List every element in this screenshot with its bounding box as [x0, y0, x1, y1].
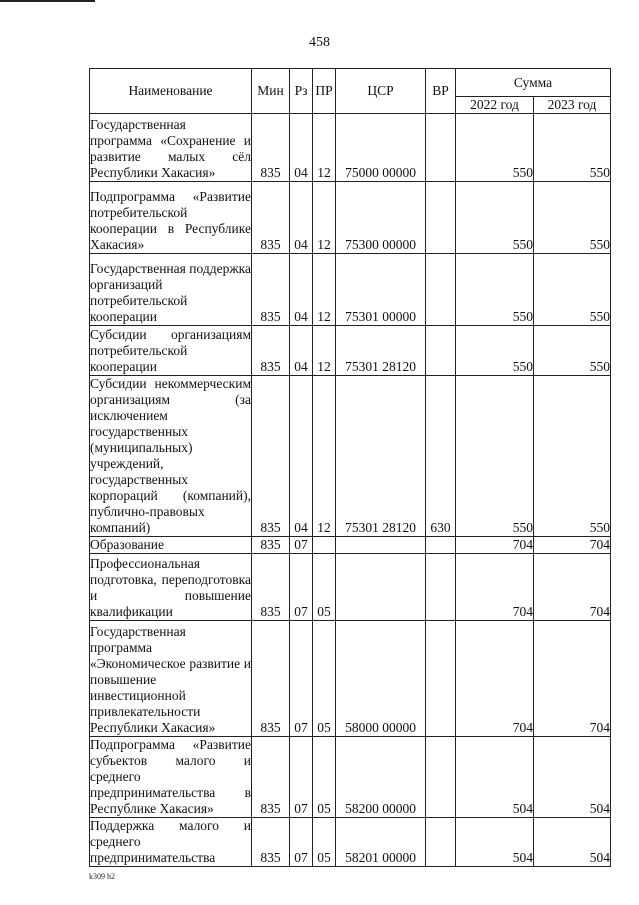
table-cell-2022: 550: [456, 376, 534, 537]
table-cell-name: Поддержка малого и среднего предпринимательства: [90, 818, 251, 865]
table-cell-2023: 504: [534, 818, 611, 867]
table-cell-2022: 704: [456, 554, 534, 621]
table-cell-name: Подпрограмма «Развитие субъектов малого и среднего предпринимательства в Республике Хакасия»: [90, 737, 251, 816]
table-row: [90, 254, 611, 326]
table-cell-2023: 550: [534, 182, 611, 254]
table-cell-pr: 05: [313, 737, 336, 818]
table-cell-vr: [426, 182, 456, 254]
table-cell-rz: 07: [290, 737, 313, 818]
table-cell-rz: 07: [290, 537, 313, 554]
header-sum: Сумма: [456, 69, 611, 97]
table-cell-min: 835: [252, 537, 290, 554]
table-cell-vr: [426, 737, 456, 818]
table-cell-pr: 12: [313, 254, 336, 326]
header-year-2023: 2023 год: [534, 97, 611, 114]
header-rz: Рз: [290, 69, 313, 114]
table-cell-2023: 550: [534, 254, 611, 326]
table-cell-2022: 550: [456, 182, 534, 254]
table-cell-csr: 58201 00000: [336, 818, 426, 867]
table-cell-pr: 05: [313, 621, 336, 737]
table-row: [90, 182, 611, 254]
table-cell-name: Образование: [90, 537, 252, 554]
table-cell-2022: 504: [456, 818, 534, 867]
table-cell-vr: [426, 114, 456, 182]
table-row: [90, 621, 611, 737]
table-cell-2022: 704: [456, 621, 534, 737]
table-cell-vr: [426, 818, 456, 867]
table-cell-min: 835: [252, 326, 290, 376]
table-cell-min: 835: [252, 621, 290, 737]
table-cell-pr: 12: [313, 182, 336, 254]
table-cell-csr: 75301 28120: [336, 376, 426, 537]
table-row: [90, 114, 611, 182]
table-cell-pr: [313, 537, 336, 554]
table-cell-min: 835: [252, 818, 290, 867]
table-cell-min: 835: [252, 376, 290, 537]
table-cell-pr: 05: [313, 554, 336, 621]
header-pr: ПР: [313, 69, 336, 114]
table-cell-pr: 05: [313, 818, 336, 867]
table-cell-rz: 04: [290, 326, 313, 376]
table-cell-name: Профессиональная подготовка, переподготовка и повышение квалификации: [90, 554, 252, 621]
table-row: [90, 376, 611, 537]
table-cell-rz: 07: [290, 818, 313, 867]
table-cell-2023: 550: [534, 376, 611, 537]
table-body: [90, 114, 611, 867]
footer-code: k309 h2: [89, 872, 115, 881]
table-cell-2022: 504: [456, 737, 534, 818]
table-row: [90, 554, 611, 621]
table-cell-min: 835: [252, 182, 290, 254]
table-cell-2023: 504: [534, 737, 611, 818]
table-row: [90, 537, 611, 554]
table-cell-name: Подпрограмма «Развитие потребительской кооперации в Республике Хакасия»: [90, 182, 252, 254]
header-year-2022: 2022 год: [456, 97, 534, 114]
table-cell-2023: 550: [534, 326, 611, 376]
table-cell-csr: [336, 537, 426, 554]
table-cell-min: 835: [252, 554, 290, 621]
table-cell-rz: 07: [290, 621, 313, 737]
header-csr: ЦСР: [336, 69, 426, 114]
table-cell-min: 835: [252, 254, 290, 326]
table-cell-2023: 704: [534, 621, 611, 737]
table-cell-2023: 704: [534, 554, 611, 621]
table-cell-name: Субсидии организациям потребительской кооперации: [90, 327, 251, 374]
table-cell-vr: 630: [426, 376, 456, 537]
header-min: Мин: [252, 69, 290, 114]
table-cell-csr: 75000 00000: [336, 114, 426, 182]
table-cell-min: 835: [252, 114, 290, 182]
table-cell-2022: 550: [456, 114, 534, 182]
table-cell-2023: 550: [534, 114, 611, 182]
table-cell-vr: [426, 554, 456, 621]
table-cell-min: 835: [252, 737, 290, 818]
table-cell-pr: 12: [313, 114, 336, 182]
table-cell-name: Государственная программа «Сохранение и развитие малых сёл Республики Хакасия»: [90, 114, 252, 182]
top-rule: [0, 0, 95, 2]
table-cell-vr: [426, 254, 456, 326]
table-cell-rz: 04: [290, 182, 313, 254]
page-number: 458: [309, 35, 330, 50]
table-row: [90, 818, 611, 867]
table-cell-pr: 12: [313, 326, 336, 376]
budget-table: [89, 68, 611, 867]
table-cell-vr: [426, 326, 456, 376]
header-vr: ВР: [426, 69, 456, 114]
table-cell-csr: 75301 28120: [336, 326, 426, 376]
table-cell-2022: 704: [456, 537, 534, 554]
table-cell-2023: 704: [534, 537, 611, 554]
table-cell-vr: [426, 621, 456, 737]
header-name: Наименование: [90, 69, 252, 114]
table-cell-vr: [426, 537, 456, 554]
table-cell-csr: 75301 00000: [336, 254, 426, 326]
table-cell-rz: 04: [290, 254, 313, 326]
table-cell-csr: 58000 00000: [336, 621, 426, 737]
table-cell-2022: 550: [456, 254, 534, 326]
table-cell-name: Государственная программа «Экономическое развитие и повышение инвестиционной привлекательности Республики Хакасия»: [90, 621, 252, 737]
table-cell-csr: 75300 00000: [336, 182, 426, 254]
table-row: [90, 326, 611, 376]
table-cell-rz: 04: [290, 376, 313, 537]
table-cell-rz: 07: [290, 554, 313, 621]
table-cell-csr: [336, 554, 426, 621]
table-cell-csr: 58200 00000: [336, 737, 426, 818]
table-row: [90, 737, 611, 818]
table-cell-name: Государственная поддержка организаций потребительской кооперации: [90, 254, 252, 326]
table-cell-pr: 12: [313, 376, 336, 537]
table-cell-2022: 550: [456, 326, 534, 376]
table-cell-rz: 04: [290, 114, 313, 182]
table-cell-name: Субсидии некоммерческим организациям (за исключением государственных (муниципальных) учреждений, государственных корпораций (компаний), публично-правовых компаний): [90, 376, 251, 535]
